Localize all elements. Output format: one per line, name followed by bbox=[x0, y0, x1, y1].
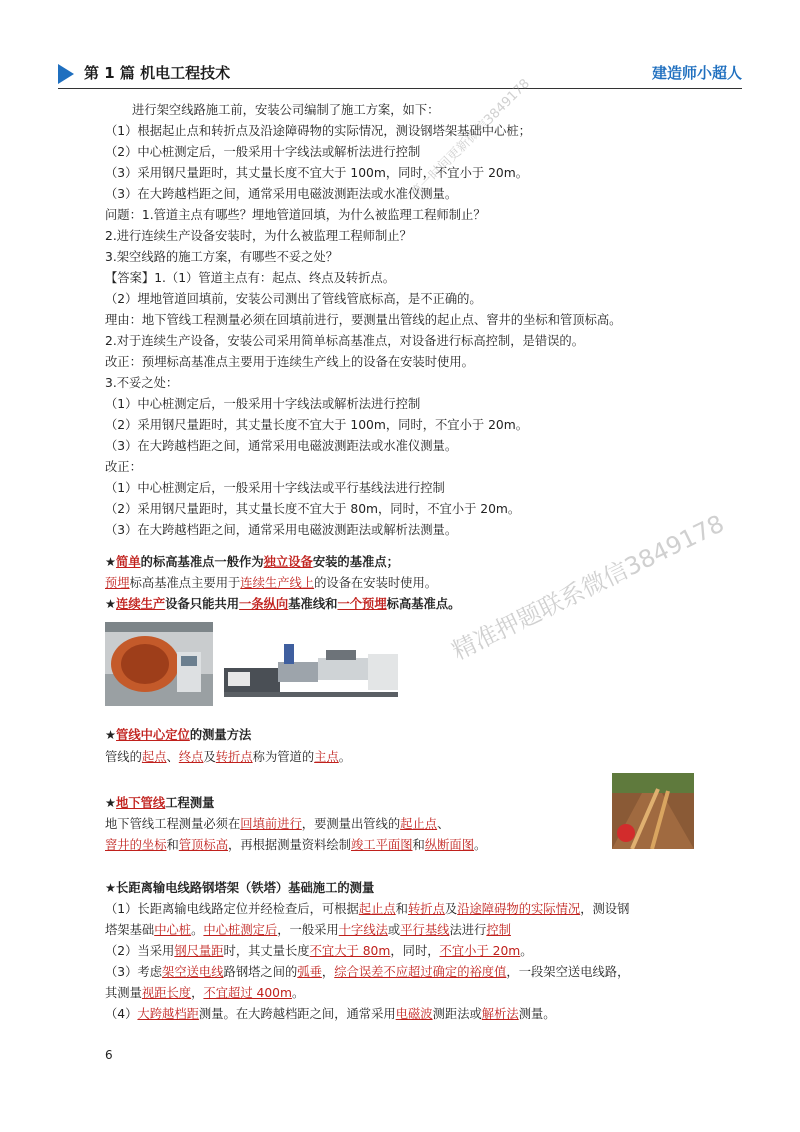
text: 安装的基准点； bbox=[312, 555, 399, 569]
page-header bbox=[58, 60, 742, 88]
highlight: 不宜大于 80m bbox=[309, 944, 391, 958]
text: 。 bbox=[191, 923, 204, 937]
text: 称为管道的 bbox=[252, 750, 315, 764]
text: 塔架基础 bbox=[105, 923, 155, 937]
question-line: 2.进行连续生产设备安装时，为什么被监理工程师制止？ bbox=[105, 229, 412, 243]
highlight: 一个预埋 bbox=[337, 597, 387, 611]
highlight: 弧垂 bbox=[297, 965, 322, 979]
answer-line: （1）中心桩测定后，一般采用十字线法或解析法进行控制 bbox=[105, 397, 421, 411]
text: 。 bbox=[520, 944, 533, 958]
highlight: 一条纵向 bbox=[239, 597, 289, 611]
answer-line: 理由：地下管线工程测量必须在回填前进行，要测量出管线的起止点、窨井的坐标和管顶标高。 bbox=[105, 313, 622, 327]
header-divider bbox=[58, 88, 742, 89]
text: 和 bbox=[395, 902, 408, 916]
highlight: 主点 bbox=[314, 750, 339, 764]
highlight: 钢尺量距 bbox=[174, 944, 224, 958]
highlight: 综合误差不应超过确定的裕度值 bbox=[334, 965, 507, 979]
star-bullet: ★ bbox=[105, 597, 117, 611]
highlight: 纵断面图 bbox=[424, 838, 475, 852]
text: ，再根据测量资料绘制 bbox=[228, 838, 351, 852]
equipment-photo-extruder bbox=[218, 628, 402, 702]
text: 及 bbox=[444, 902, 458, 916]
highlight: 管顶标高 bbox=[178, 838, 229, 852]
text: 。 bbox=[338, 750, 352, 764]
highlight: 架空送电线 bbox=[162, 965, 224, 979]
text: 的标高基准点一般作为 bbox=[140, 555, 264, 569]
note-line bbox=[105, 793, 214, 813]
highlight: 竣工平面图 bbox=[351, 838, 413, 852]
note-line bbox=[105, 983, 304, 1003]
watermark: 精准押题联系微信3849178 bbox=[447, 509, 729, 666]
highlight: 起点 bbox=[141, 750, 167, 764]
case-item: （3）采用钢尺量距时，其丈量长度不宜大于 100m，同时，不宜小于 20m。 bbox=[105, 166, 529, 180]
text: 工程测量 bbox=[165, 796, 215, 810]
text: （2）当采用 bbox=[105, 944, 175, 958]
highlight: 中心桩 bbox=[154, 923, 192, 937]
text: （3）考虑 bbox=[105, 965, 163, 979]
highlight: 中心桩测定后 bbox=[203, 923, 278, 937]
text: 和 bbox=[166, 838, 179, 852]
text: 地下管线工程测量必须在 bbox=[105, 817, 241, 831]
highlight: 窨井的坐标 bbox=[105, 838, 167, 852]
answer-line: 改正： bbox=[105, 460, 142, 474]
highlight: 终点 bbox=[178, 750, 204, 764]
text: 其测量 bbox=[105, 986, 142, 1000]
highlight: 地下管线 bbox=[116, 796, 166, 810]
answer-line: 改正：预埋标高基准点主要用于连续生产线上的设备在安装时使用。 bbox=[105, 355, 474, 369]
highlight: 不宜超过 400m bbox=[203, 986, 292, 1000]
question-line: 问题：1.管道主点有哪些？埋地管道回填，为什么被监理工程师制止？ bbox=[105, 208, 486, 222]
star-bullet: ★ bbox=[105, 796, 117, 810]
section-title: 第 1 篇 机电工程技术 bbox=[84, 64, 231, 82]
highlight: 管线中心定位 bbox=[116, 728, 190, 742]
text: （1）长距离输电线路定位并经检查后，可根据 bbox=[105, 902, 359, 916]
highlight: 简单 bbox=[116, 555, 141, 569]
highlight: 回填前进行 bbox=[240, 817, 302, 831]
text: 路钢塔之间的 bbox=[223, 965, 298, 979]
highlight: 平行基线 bbox=[400, 923, 450, 937]
text: 测距法或 bbox=[432, 1007, 482, 1021]
note-line bbox=[105, 962, 629, 982]
text: 及 bbox=[203, 750, 216, 764]
highlight: 转折点 bbox=[215, 750, 253, 764]
note-line bbox=[105, 1004, 556, 1024]
text: ， bbox=[321, 965, 335, 979]
text: 标高基准点主要用于 bbox=[129, 576, 241, 590]
note-line bbox=[105, 814, 449, 834]
highlight: 不宜小于 20m bbox=[439, 944, 521, 958]
note-line bbox=[105, 835, 486, 855]
highlight: 沿途障碍物的实际情况 bbox=[457, 902, 581, 916]
answer-line: （3）在大跨越档距之间，通常采用电磁波测距法或解析法测量。 bbox=[105, 523, 458, 537]
text: ， bbox=[191, 986, 204, 1000]
highlight: 控制 bbox=[486, 923, 511, 937]
highlight: 大跨越档距 bbox=[137, 1007, 199, 1021]
highlight: 独立设备 bbox=[263, 555, 313, 569]
note-line bbox=[105, 573, 437, 593]
note-line bbox=[105, 725, 251, 745]
note-line bbox=[105, 878, 374, 898]
watermark: 第一时间更新微信3849178 bbox=[407, 76, 533, 202]
text: （4） bbox=[105, 1007, 138, 1021]
note-line bbox=[105, 594, 460, 614]
text: 基准线和 bbox=[288, 597, 338, 611]
equipment-photo-tank bbox=[105, 622, 213, 706]
text: 的测量方法 bbox=[189, 728, 252, 742]
text: 测量。在大跨越档距之间，通常采用 bbox=[198, 1007, 396, 1021]
answer-line: 2.对于连续生产设备，安装公司采用简单标高基准点，对设备进行标高控制，是错误的。 bbox=[105, 334, 585, 348]
highlight: 连续生产线上 bbox=[240, 576, 315, 590]
note-line bbox=[105, 941, 533, 961]
text: 法进行 bbox=[449, 923, 487, 937]
star-bullet: ★ bbox=[105, 555, 117, 569]
brand-name: 建造师小超人 bbox=[651, 64, 742, 82]
text: 标高基准点。 bbox=[386, 597, 461, 611]
answer-line: 3.不妥之处： bbox=[105, 376, 179, 390]
text: ，一段架空送电线路， bbox=[506, 965, 630, 979]
highlight: 转折点 bbox=[407, 902, 445, 916]
text: 管线的 bbox=[105, 750, 142, 764]
case-item: （3）在大跨越档距之间，通常采用电磁波测距法或水准仪测量。 bbox=[105, 187, 458, 201]
note-line bbox=[105, 552, 399, 572]
text: 。 bbox=[291, 986, 305, 1000]
highlight: 视距长度 bbox=[141, 986, 192, 1000]
answer-line: 【答案】1.（1）管道主点有：起点、终点及转折点。 bbox=[105, 271, 396, 285]
text: ★长距离输电线路钢塔架（铁塔）基础施工的测量 bbox=[105, 881, 375, 895]
highlight: 起止点 bbox=[400, 817, 438, 831]
text: ，要测量出管线的 bbox=[301, 817, 401, 831]
text: 测量。 bbox=[518, 1007, 556, 1021]
question-line: 3.架空线路的施工方案，有哪些不妥之处？ bbox=[105, 250, 339, 264]
text: 设备只能共用 bbox=[165, 597, 240, 611]
text: ，同时， bbox=[390, 944, 440, 958]
header-triangle-icon bbox=[58, 64, 74, 84]
highlight: 解析法 bbox=[481, 1007, 519, 1021]
answer-line: （2）采用钢尺量距时，其丈量长度不宜大于 80m，同时，不宜小于 20m。 bbox=[105, 502, 521, 516]
text: 、 bbox=[166, 750, 179, 764]
page-number: 6 bbox=[105, 1048, 113, 1062]
pipeline-photo bbox=[612, 773, 694, 849]
text: 。 bbox=[474, 838, 487, 852]
highlight: 电磁波 bbox=[395, 1007, 433, 1021]
text: 的设备在安装时使用。 bbox=[314, 576, 438, 590]
note-line bbox=[105, 747, 351, 767]
text: 时，其丈量长度 bbox=[223, 944, 310, 958]
highlight: 连续生产 bbox=[116, 597, 166, 611]
case-intro: 进行架空线路施工前，安装公司编制了施工方案，如下： bbox=[132, 103, 440, 117]
answer-line: （3）在大跨越档距之间，通常采用电磁波测距法或水准仪测量。 bbox=[105, 439, 458, 453]
note-line bbox=[105, 899, 629, 919]
answer-line: （2）埋地管道回填前，安装公司测出了管线管底标高，是不正确的。 bbox=[105, 292, 482, 306]
note-line bbox=[105, 920, 511, 940]
text: 或 bbox=[387, 923, 401, 937]
answer-line: （2）采用钢尺量距时，其丈量长度不宜大于 100m，同时，不宜小于 20m。 bbox=[105, 418, 529, 432]
text: 、 bbox=[437, 817, 450, 831]
answer-line: （1）中心桩测定后，一般采用十字线法或平行基线法进行控制 bbox=[105, 481, 445, 495]
star-bullet: ★ bbox=[105, 728, 117, 742]
case-item: （1）根据起止点和转折点及沿途障碍物的实际情况，测设钢塔架基础中心桩； bbox=[105, 124, 531, 138]
case-item: （2）中心桩测定后，一般采用十字线法或解析法进行控制 bbox=[105, 145, 421, 159]
text: ，测设钢 bbox=[580, 902, 630, 916]
highlight: 十字线法 bbox=[338, 923, 388, 937]
text: 和 bbox=[412, 838, 425, 852]
text: ，一般采用 bbox=[277, 923, 339, 937]
highlight: 起止点 bbox=[358, 902, 396, 916]
highlight: 预埋 bbox=[105, 576, 130, 590]
